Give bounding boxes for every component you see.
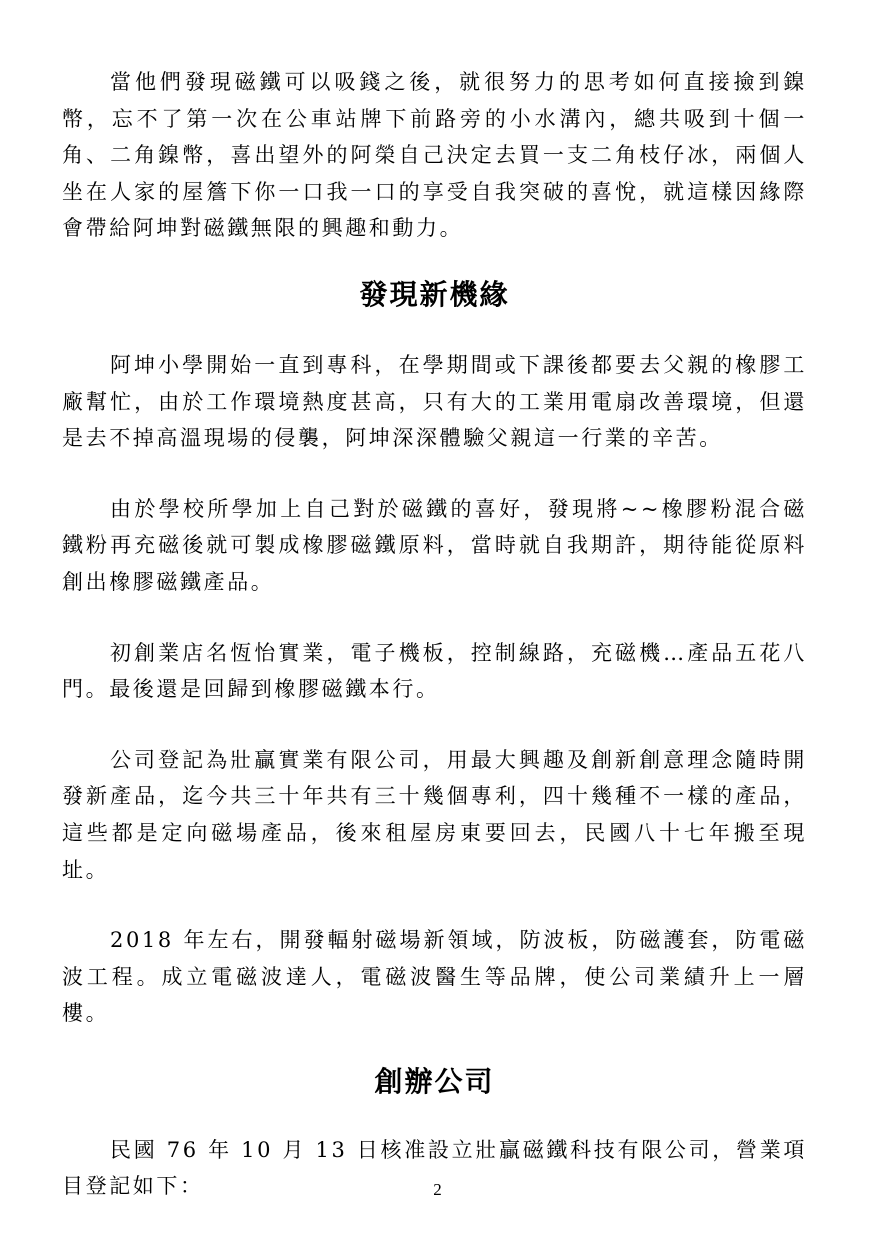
- section-heading-discovery: 發現新機緣: [359, 277, 510, 311]
- paragraph-1: 當他們發現磁鐵可以吸錢之後，就很努力的思考如何直接撿到鎳幣，忘不了第一次在公車站牌下前路旁的小水溝內，總共吸到十個一角、二角鎳幣，喜出望外的阿榮自己決定去買一支二角枝仔冰，兩個人坐在人家的屋簷下你一口我一口的享受自我突破的喜悅，就這樣因緣際會帶給阿坤對磁鐵無限的興趣和動力。: [62, 70, 807, 241]
- paragraph-3: 由於學校所學加上自己對於磁鐵的喜好，發現將~~橡膠粉混合磁鐵粉再充磁後就可製成橡膠磁鐵原料，當時就自我期許，期待能從原料創出橡膠磁鐵產品。: [62, 496, 807, 594]
- paragraph-7: 民國 76 年 10 月 13 日核准設立壯贏磁鐵科技有限公司，營業項目登記如下：: [62, 1137, 807, 1199]
- paragraph-6: 2018 年左右，開發輻射磁場新領域，防波板，防磁護套，防電磁波工程。成立電磁波達人，電磁波醫生等品牌，使公司業績升上一層樓。: [62, 928, 807, 1026]
- section-heading-founding: 創辦公司: [374, 1064, 495, 1098]
- paragraph-4: 初創業店名恆怡實業，電子機板，控制線路，充磁機…產品五花八門。最後還是回歸到橡膠磁鐵本行。: [62, 640, 807, 702]
- paragraph-5: 公司登記為壯贏實業有限公司，用最大興趣及創新創意理念隨時開發新產品，迄今共三十年共有三十幾個專利，四十幾種不一樣的產品，這些都是定向磁場產品，後來租屋房東要回去，民國八十七年搬至現址。: [62, 747, 807, 882]
- paragraph-2: 阿坤小學開始一直到專科，在學期間或下課後都要去父親的橡膠工廠幫忙，由於工作環境熱度甚高，只有大的工業用電扇改善環境，但還是去不掉高溫現場的侵襲，阿坤深深體驗父親這一行業的辛苦。: [62, 352, 807, 451]
- page-number: 2: [433, 1180, 442, 1199]
